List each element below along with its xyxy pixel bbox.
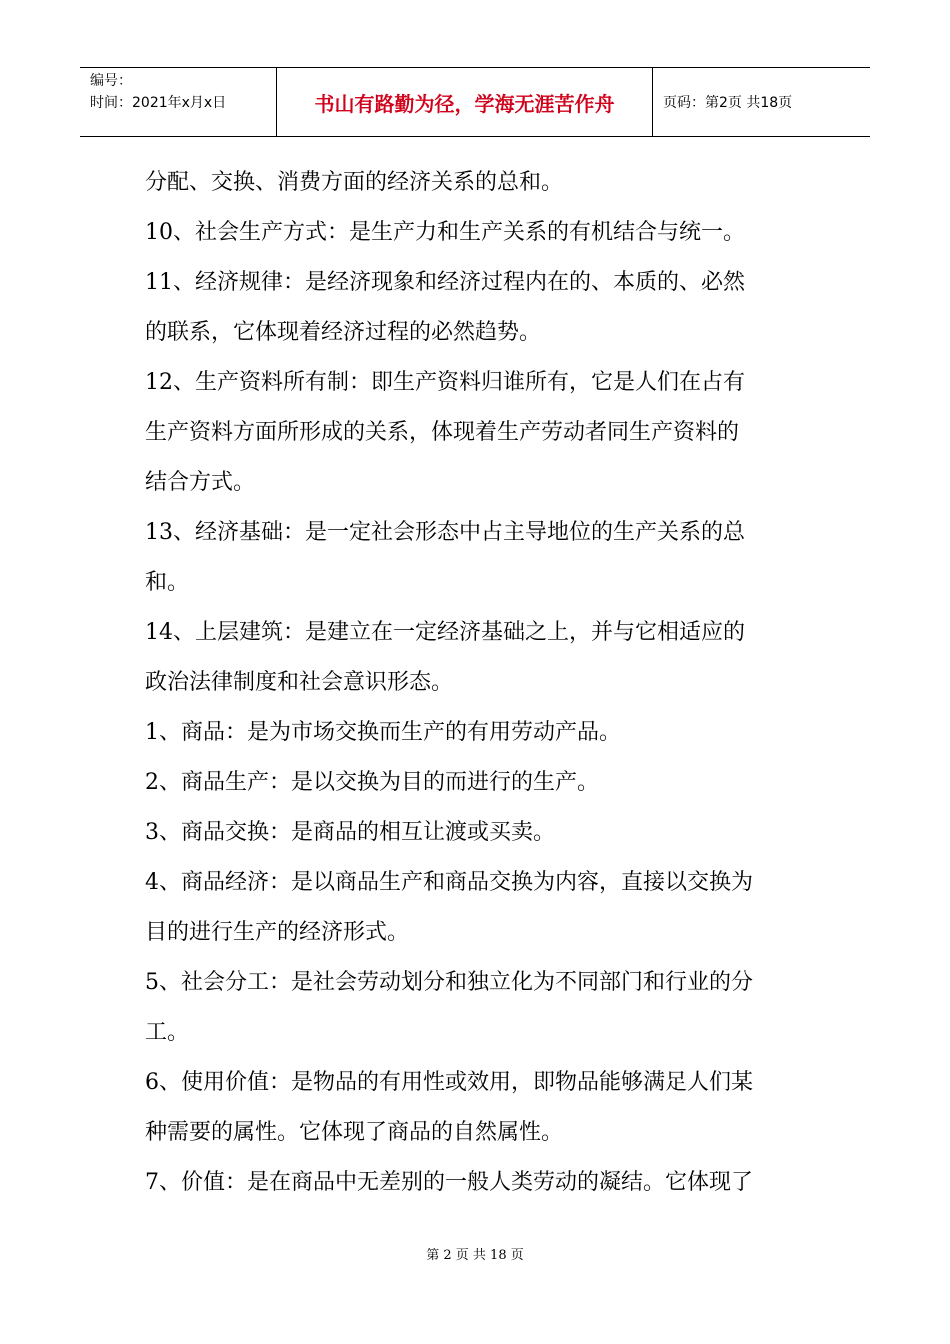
header-meta xyxy=(80,68,276,136)
body-line: 政治法律制度和社会意识形态。 xyxy=(145,670,454,695)
body-line: 10、社会生产方式：是生产力和生产关系的有机结合与统一。 xyxy=(145,220,745,245)
body-line: 分配、交换、消费方面的经济关系的总和。 xyxy=(145,170,564,195)
body-line: 12、生产资料所有制：即生产资料归谁所有，它是人们在占有 xyxy=(145,370,745,395)
body-line: 生产资料方面所形成的关系，体现着生产劳动者同生产资料的 xyxy=(145,420,740,445)
body-line: 目的进行生产的经济形式。 xyxy=(145,920,410,945)
header-motto: 书山有路勤为径，学海无涯苦作舟 xyxy=(276,68,653,136)
body-line: 结合方式。 xyxy=(145,470,256,495)
body-line: 11、经济规律：是经济现象和经济过程内在的、本质的、必然 xyxy=(145,270,745,295)
document-number-label: 编号： xyxy=(90,73,132,89)
body-line: 3、商品交换：是商品的相互让渡或买卖。 xyxy=(145,820,555,845)
document-body xyxy=(145,158,810,1208)
body-line: 7、价值：是在商品中无差别的一般人类劳动的凝结。它体现了 xyxy=(145,1170,753,1195)
body-line: 5、社会分工：是社会劳动划分和独立化为不同部门和行业的分 xyxy=(145,970,753,995)
body-line: 种需要的属性。它体现了商品的自然属性。 xyxy=(145,1120,564,1145)
page-header xyxy=(80,67,870,137)
body-line: 2、商品生产：是以交换为目的而进行的生产。 xyxy=(145,770,599,795)
body-line: 的联系，它体现着经济过程的必然趋势。 xyxy=(145,320,542,345)
document-time-label: 时间：2021年x月x日 xyxy=(90,95,227,111)
body-line: 和。 xyxy=(145,570,190,595)
body-line: 13、经济基础：是一定社会形态中占主导地位的生产关系的总 xyxy=(145,520,745,545)
body-line: 14、上层建筑：是建立在一定经济基础之上，并与它相适应的 xyxy=(145,620,745,645)
body-line: 工。 xyxy=(145,1020,190,1045)
body-line: 1、商品：是为市场交换而生产的有用劳动产品。 xyxy=(145,720,621,745)
page-footer: 第 2 页 共 18 页 xyxy=(426,1248,524,1263)
body-line: 4、商品经济：是以商品生产和商品交换为内容，直接以交换为 xyxy=(145,870,753,895)
header-page-info: 页码：第2页 共18页 xyxy=(663,95,793,111)
body-line: 6、使用价值：是物品的有用性或效用，即物品能够满足人们某 xyxy=(145,1070,753,1095)
